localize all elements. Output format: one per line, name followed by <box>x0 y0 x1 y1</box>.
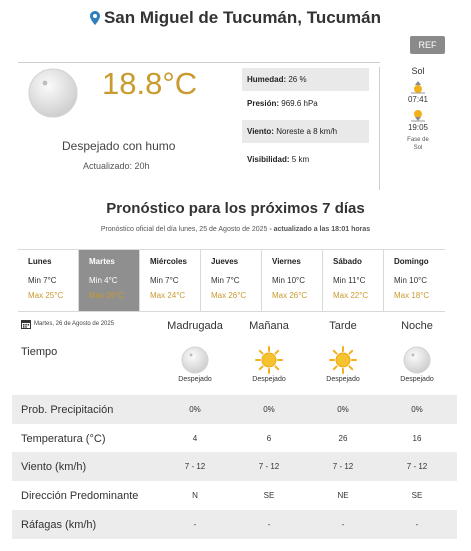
forecast-subtitle: Pronóstico oficial del día lunes, 25 de Agosto de 2025 - actualizado a las 18:01 horas <box>100 226 371 233</box>
period-header: Tarde <box>329 320 357 332</box>
weather-label: Despejado <box>252 376 286 383</box>
sunset-icon <box>410 108 426 122</box>
day-tab-sabado[interactable]: Sábado Min 11°C Max 22°C <box>323 250 384 311</box>
day-tabs <box>18 249 445 312</box>
weather-label: Despejado <box>178 376 212 383</box>
sunrise-time: 07:41 <box>407 95 429 104</box>
current-temperature: 18.8°C <box>102 66 198 101</box>
day-tab-domingo[interactable]: Domingo Min 10°C Max 18°C <box>394 257 430 300</box>
weather-label: Despejado <box>400 376 434 383</box>
stat-wind: Viento: Noreste a 8 km/h <box>242 120 369 144</box>
day-tab-miercoles[interactable]: Miércoles Min 7°C Max 24°C <box>140 250 201 311</box>
moon-icon <box>28 68 78 123</box>
stat-pressure: Presión: 969.6 hPa <box>242 92 369 116</box>
divider <box>379 67 380 190</box>
sun-note: Fase de Sol <box>407 137 429 151</box>
sun-panel <box>398 66 438 152</box>
detail-date: Martes, 26 de Agosto de 2025 <box>34 321 115 327</box>
row-precipitation: Prob. Precipitación 0% 0% 0% 0% <box>12 395 457 424</box>
tiempo-label: Tiempo <box>21 346 58 358</box>
day-tab-lunes[interactable]: Lunes Min 7°C Max 25°C <box>18 250 79 311</box>
weather-label: Despejado <box>326 376 360 383</box>
updated-time: Actualizado: 20h <box>83 161 150 171</box>
day-tab-martes[interactable]: Martes Min 4°C Max 26°C <box>79 250 140 311</box>
moon-icon <box>403 346 431 374</box>
period-header: Noche <box>401 320 433 332</box>
current-condition: Despejado con humo <box>62 139 176 153</box>
period-header: Madrugada <box>167 320 223 332</box>
map-pin-icon <box>90 10 100 30</box>
row-wind: Viento (km/h) 7 - 12 7 - 12 7 - 12 7 - 12 <box>12 452 457 481</box>
stats-panel <box>242 68 369 172</box>
day-tab-viernes[interactable]: Viernes Min 10°C Max 26°C <box>262 250 323 311</box>
ref-button[interactable]: REF <box>410 36 445 54</box>
sun-heading: Sol <box>411 66 425 76</box>
sunrise-icon <box>410 80 426 94</box>
moon-icon <box>181 346 209 374</box>
location-name: San Miguel de Tucumán, Tucumán <box>103 8 382 27</box>
calendar-icon <box>21 319 31 329</box>
sun-icon <box>255 346 283 374</box>
stat-humidity: Humedad: 26 % <box>242 68 369 92</box>
location-title <box>0 8 471 30</box>
stat-visibility: Visibilidad: 5 km <box>242 148 369 172</box>
period-header: Mañana <box>249 320 289 332</box>
row-gusts: Ráfagas (km/h) - - - - <box>12 510 457 539</box>
sun-icon <box>329 346 357 374</box>
forecast-title: Pronóstico para los próximos 7 días <box>106 200 365 217</box>
row-direction: Dirección Predominante N SE NE SE <box>21 490 423 502</box>
sunset-time: 19:05 <box>407 123 429 132</box>
divider <box>18 62 380 63</box>
row-temperature: Temperatura (°C) 4 6 26 16 <box>21 433 422 445</box>
day-tab-jueves[interactable]: Jueves Min 7°C Max 26°C <box>201 250 262 311</box>
